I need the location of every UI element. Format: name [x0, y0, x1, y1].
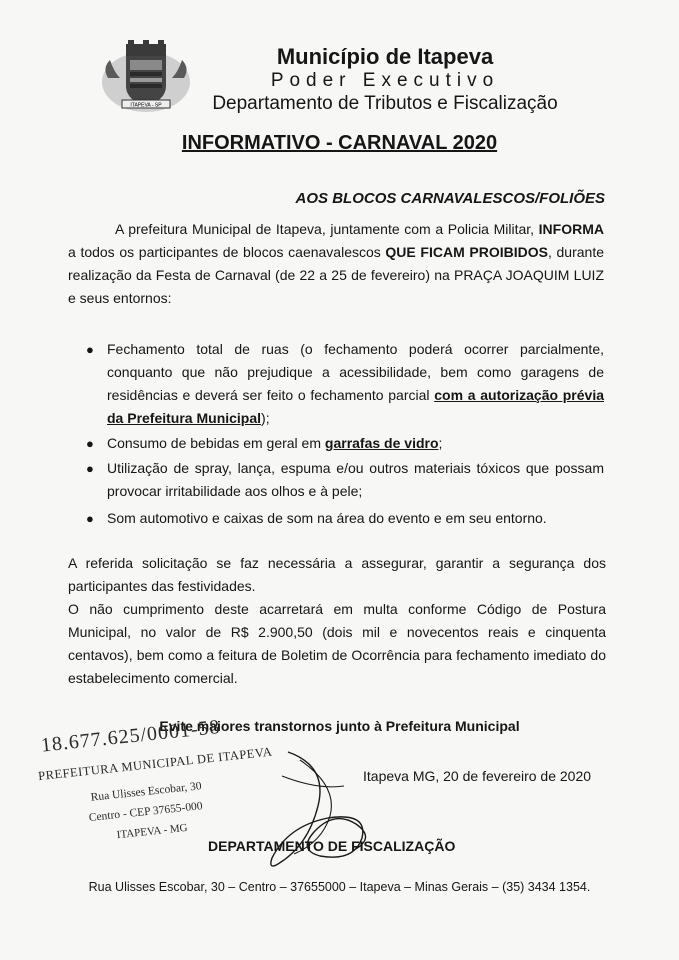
list-item — [78, 457, 604, 503]
list-item — [78, 338, 604, 430]
bullet-icon: ● — [86, 461, 94, 476]
stamp-street: Rua Ulisses Escobar, 30 — [90, 780, 203, 804]
item-text: Fechamento total de ruas (o fechamento poderá ocorrer parcialmente, conquanto que não prejudique a acessibilidade, bem como garagens de residências e deverá ser feito o fechamento parcial — [107, 341, 604, 403]
municipality-name: Município de Itapeva — [276, 44, 494, 69]
item-emphasis: com a autorização prévia da Prefeitura Municipal — [107, 387, 604, 426]
coat-of-arms-logo — [100, 38, 192, 118]
place-date: Itapeva MG, 20 de fevereiro de 2020 — [363, 768, 592, 784]
item-text: Som automotivo e caixas de som na área do evento e em seu entorno. — [107, 510, 547, 526]
document-subtitle: AOS BLOCOS CARNAVALESCOS/FOLIÕES — [295, 190, 605, 207]
seal-label: ITAPEVA - SP — [130, 102, 162, 109]
intro-text-2: a todos os participantes de blocos caenavalescos — [68, 244, 386, 260]
signature-department: DEPARTAMENTO DE FISCALIZAÇÃO — [208, 838, 456, 854]
stamp-name: PREFEITURA MUNICIPAL DE ITAPEVA — [37, 744, 273, 784]
item-emphasis: garrafas de vidro — [324, 435, 439, 451]
document-title: INFORMATIVO - CARNAVAL 2020 — [181, 132, 498, 154]
intro-text-1: A prefeitura Municipal de Itapeva, juntamente com a Policia Militar, — [115, 221, 539, 237]
prohibitions-list — [78, 338, 604, 530]
bullet-icon: ● — [86, 342, 94, 357]
bullet-icon: ● — [86, 511, 94, 526]
stamp-cep: Centro - CEP 37655-000 — [88, 800, 204, 825]
intro-text-3: , durante realização da Festa de Carnaval (de 22 a 25 de fevereiro) na PRAÇA JOAQUIM LUIZ e seus entornos: — [68, 244, 604, 306]
stamp-city: ITAPEVA - MG — [116, 821, 189, 842]
list-item — [78, 507, 604, 530]
closing-line: Evite maiores transtornos junto à Prefeitura Municipal — [159, 718, 520, 734]
intro-bold-informa: INFORMA — [538, 221, 604, 237]
intro-paragraph — [68, 218, 604, 310]
item-tail: ; — [438, 435, 443, 451]
footer-address: Rua Ulisses Escobar, 30 – Centro – 37655000 – Itapeva – Minas Gerais – (35) 3434 1354. — [88, 880, 591, 894]
intro-bold-proibidos: QUE FICAM PROIBIDOS — [385, 244, 548, 260]
item-tail: ); — [261, 410, 270, 426]
list-item — [78, 432, 604, 455]
item-text: Utilização de spray, lança, espuma e/ou outros materiais tóxicos que possam provocar irritabilidade aos olhos e à pele; — [107, 460, 604, 499]
department-name: Departamento de Tributos e Fiscalização — [212, 93, 558, 114]
item-text: Consumo de bebidas em geral em — [107, 435, 325, 451]
stamp-cnpj: 18.677.625/0001-58 — [39, 715, 222, 757]
bullet-icon: ● — [86, 436, 94, 451]
paragraph-purpose: A referida solicitação se faz necessária a assegurar, garantir a segurança dos participantes das festividades. — [68, 555, 606, 594]
paragraph-penalty: O não cumprimento deste acarretará em multa conforme Código de Postura Municipal, no valor de R$ 2.900,50 (dois mil e novecentos reais e cinquenta centavos), bem como a feitura de Boletim de Ocorrência para fechamento imediato do estabelecimento comercial. — [68, 601, 606, 686]
handwritten-signature — [258, 746, 388, 874]
power-label: Poder Executivo — [270, 70, 500, 91]
